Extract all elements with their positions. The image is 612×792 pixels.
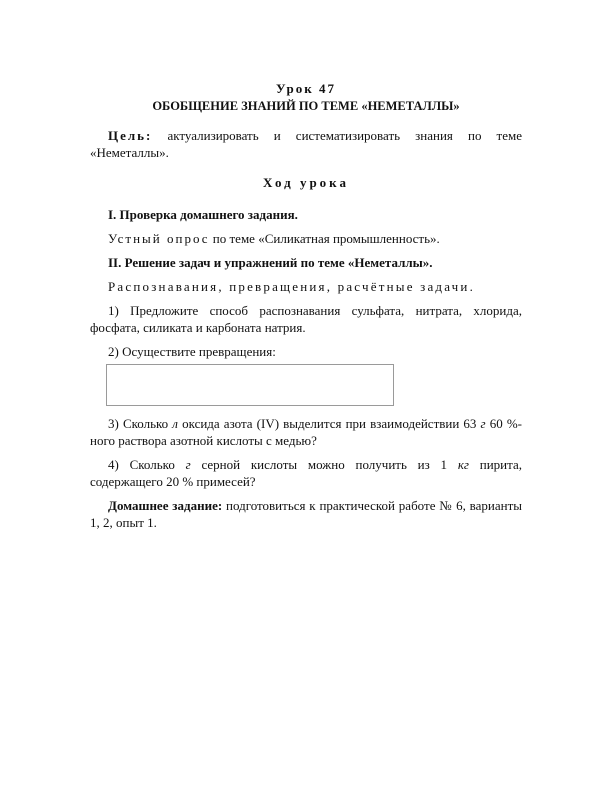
section-homework-check: I. Проверка домашнего задания. <box>108 207 298 222</box>
task-1: 1) Предложите способ распознавания сульфата, нитрата, хлорида, фосфата, силиката и карбоната натрия. <box>90 303 522 335</box>
task-3-unit-liters: л <box>172 416 178 431</box>
homework-label: Домашнее задание: <box>108 498 223 513</box>
section-problem-solving: II. Решение задач и упражнений по теме «Неметаллы». <box>108 255 433 270</box>
document-page <box>90 80 522 538</box>
lesson-title: ОБОБЩЕНИЕ ЗНАНИЙ ПО ТЕМЕ «НЕМЕТАЛЛЫ» <box>152 99 460 113</box>
task-3 <box>90 415 522 449</box>
task-3-unit-grams: г <box>480 416 486 431</box>
task-4 <box>90 456 522 490</box>
task-3-part: 3) Сколько <box>108 416 173 431</box>
homework-text: подготовиться к практической работе № 6, варианты 1, 2, опыт 1. <box>90 498 522 530</box>
lesson-plan-heading: Ход урока <box>263 175 349 190</box>
lesson-number: Урок 47 <box>276 81 336 96</box>
task-types: Распознавания, превращения, расчётные задачи. <box>108 279 476 294</box>
task-4-part: 4) Сколько <box>108 457 186 472</box>
homework <box>90 497 522 531</box>
oral-survey <box>90 230 522 247</box>
lesson-goal <box>90 127 522 161</box>
oral-survey-label: Устный опрос <box>108 231 210 246</box>
oral-survey-text: по теме «Силикатная промышленность». <box>209 231 440 246</box>
goal-label: Цель: <box>108 128 153 143</box>
task-4-part: пирита, содержащего 20 % примесей? <box>90 457 522 489</box>
task-3-part: 60 %-ного раствора азотной кислоты с медью? <box>90 416 522 448</box>
transformation-scheme-box <box>106 364 394 406</box>
task-2: 2) Осуществите превращения: <box>108 344 276 359</box>
task-3-part: оксида азота (IV) выделится при взаимодействии 63 <box>177 416 481 431</box>
task-4-unit-grams: г <box>185 457 191 472</box>
task-4-part: серной кислоты можно получить из 1 <box>190 457 458 472</box>
goal-text: актуализировать и систематизировать знания по теме «Неметаллы». <box>90 128 522 160</box>
task-4-unit-kilograms: кг <box>457 457 469 472</box>
